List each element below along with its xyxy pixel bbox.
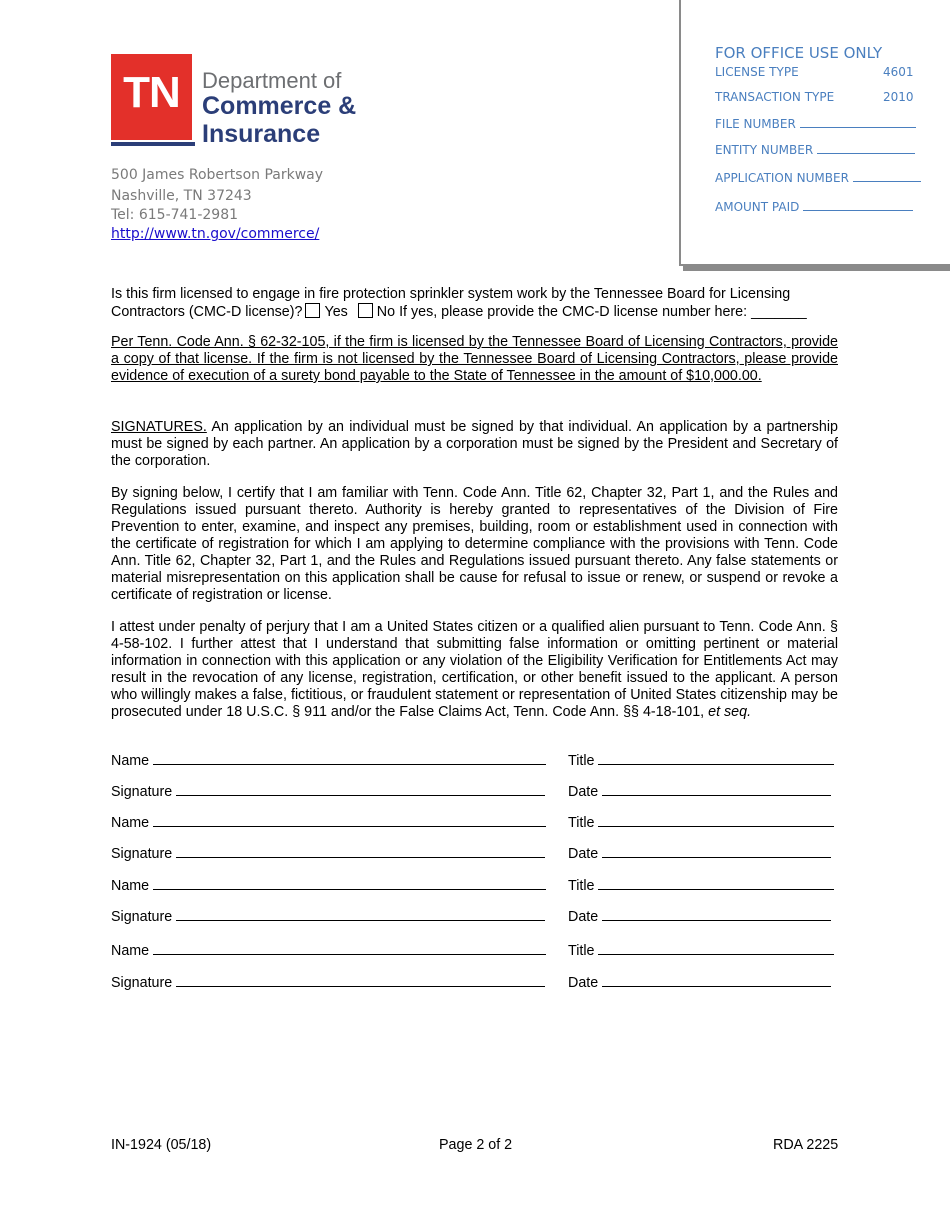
title-row-2 [568, 812, 834, 831]
signature-label: Signature [111, 909, 173, 925]
name-row-4 [111, 940, 546, 959]
signature-row-3 [111, 906, 545, 925]
name-row-2 [111, 812, 546, 831]
amount-paid-row [715, 198, 913, 214]
date-field-2[interactable] [602, 843, 831, 858]
attestation-paragraph [111, 619, 838, 721]
commerce-website-link[interactable]: http://www.tn.gov/commerce/ [111, 226, 320, 242]
signature-label: Signature [111, 784, 173, 800]
date-label: Date [568, 784, 599, 800]
date-row-4 [568, 972, 831, 991]
tn-logo-box [111, 54, 192, 140]
logo-dept-line: Department of [202, 68, 342, 93]
transaction-type-label: TRANSACTION TYPE [715, 90, 835, 104]
date-field-4[interactable] [602, 972, 831, 987]
entity-number-field[interactable] [817, 141, 915, 154]
office-use-box [679, 0, 950, 266]
tn-logo-text: TN [123, 68, 180, 117]
yes-checkbox[interactable] [305, 303, 320, 318]
signature-row-4 [111, 972, 545, 991]
title-label: Title [568, 815, 595, 831]
signatures-body: An application by an individual must be signed by that individual. An application by a partnership must be signed by each partner. An application by a corporation must be signed by the President and Secretary of the corporation. [111, 419, 838, 469]
title-row-3 [568, 875, 834, 894]
transaction-type-value: 2010 [883, 90, 914, 104]
application-number-label: APPLICATION NUMBER [715, 171, 849, 185]
date-label: Date [568, 846, 599, 862]
page-number: Page 2 of 2 [439, 1137, 513, 1153]
cmc-d-question [111, 286, 838, 321]
application-number-row [715, 169, 921, 185]
application-number-field[interactable] [853, 169, 921, 182]
date-field-3[interactable] [602, 906, 831, 921]
date-field-1[interactable] [602, 781, 831, 796]
attestation-et-seq: et seq. [708, 704, 752, 720]
name-field-4[interactable] [153, 940, 546, 955]
license-type-label: LICENSE TYPE [715, 65, 799, 79]
title-label: Title [568, 943, 595, 959]
name-row-1 [111, 750, 546, 769]
question-line2: Contractors (CMC-D license)? [111, 304, 303, 320]
file-number-field[interactable] [800, 115, 916, 128]
logo-insurance-line: Insurance [202, 120, 321, 148]
address-city: Nashville, TN 37243 [111, 188, 252, 204]
name-label: Name [111, 815, 150, 831]
license-number-prompt: If yes, please provide the CMC-D license number here: _______ [399, 304, 807, 320]
attestation-body: I attest under penalty of perjury that I am a United States citizen or a qualified alien pursuant to Tenn. Code Ann. § 4-58-102. I further attest that I understand that submitting false information or omitting pertinent or material information in connection with this application or any violation of the Eligibility Verification for Entitlements Act may result in the revocation of any license, registration, certification, or other benefit issued to the applicant. A person who willingly makes a false, fictitious, or fraudulent statement or representation of United States citizenship may be prosecuted under 18 U.S.C. § 911 and/or the False Claims Act, Tenn. Code Ann. §§ 4-18-101, [111, 619, 838, 720]
amount-paid-label: AMOUNT PAID [715, 200, 800, 214]
question-line1: Is this firm licensed to engage in fire protection sprinkler system work by the Tennessee Board for Licensing [111, 286, 791, 302]
signature-row-1 [111, 781, 545, 800]
signature-field-3[interactable] [176, 906, 545, 921]
name-field-3[interactable] [153, 875, 546, 890]
signature-field-4[interactable] [176, 972, 545, 987]
title-label: Title [568, 878, 595, 894]
name-field-1[interactable] [153, 750, 546, 765]
date-label: Date [568, 975, 599, 991]
address-street: 500 James Robertson Parkway [111, 167, 324, 183]
title-field-1[interactable] [598, 750, 834, 765]
address-tel: Tel: 615-741-2981 [111, 207, 239, 223]
signature-field-1[interactable] [176, 781, 545, 796]
logo-commerce-line: Commerce & [202, 92, 357, 120]
surety-bond-paragraph: Per Tenn. Code Ann. § 62-32-105, if the firm is licensed by the Tennessee Board of Licensing Contractors, provide a copy of that license. If the firm is not licensed by the Tennessee Board of Licensing Contractors, please provide evidence of execution of a surety bond payable to the State of Tennessee in the amount of $10,000.00. [111, 334, 838, 384]
signatures-paragraph [111, 419, 838, 470]
title-row-1 [568, 750, 834, 769]
name-field-2[interactable] [153, 812, 546, 827]
yes-label: Yes [324, 304, 348, 320]
amount-paid-field[interactable] [803, 198, 913, 211]
name-label: Name [111, 943, 150, 959]
date-row-3 [568, 906, 831, 925]
date-row-1 [568, 781, 831, 800]
name-label: Name [111, 878, 150, 894]
license-type-value: 4601 [883, 65, 914, 79]
file-number-label: FILE NUMBER [715, 117, 796, 131]
title-field-2[interactable] [598, 812, 834, 827]
file-number-row [715, 115, 916, 131]
logo-underline [111, 142, 195, 146]
title-field-3[interactable] [598, 875, 834, 890]
date-label: Date [568, 909, 599, 925]
entity-number-row [715, 141, 915, 157]
entity-number-label: ENTITY NUMBER [715, 143, 814, 157]
title-row-4 [568, 940, 834, 959]
office-use-title: FOR OFFICE USE ONLY [715, 44, 883, 62]
name-label: Name [111, 753, 150, 769]
certification-paragraph: By signing below, I certify that I am familiar with Tenn. Code Ann. Title 62, Chapter 32, Part 1, and the Rules and Regulations issued pursuant thereto. Authority is hereby granted to representatives of the Division of Fire Prevention to enter, examine, and inspect any premises, building, room or establishment used in connection with the certificate of registration for which I am applying to determine compliance with the provisions with Tenn. Code Ann. Title 62, Chapter 32, Part 1, and the Rules and Regulations issued pursuant thereto. Any false statements or material misrepresentation on this application shall be cause for refusal to issue or renew, or suspend or revoke a certificate of registration or license. [111, 485, 838, 603]
rda-number: RDA 2225 [773, 1137, 839, 1153]
signatures-heading: SIGNATURES. [111, 419, 207, 435]
signature-field-2[interactable] [176, 843, 545, 858]
department-logo [111, 54, 371, 149]
title-label: Title [568, 753, 595, 769]
name-row-3 [111, 875, 546, 894]
signature-label: Signature [111, 975, 173, 991]
signature-row-2 [111, 843, 545, 862]
form-id: IN-1924 (05/18) [111, 1137, 212, 1153]
title-field-4[interactable] [598, 940, 834, 955]
signature-label: Signature [111, 846, 173, 862]
no-label: No [376, 304, 396, 320]
no-checkbox[interactable] [358, 303, 373, 318]
date-row-2 [568, 843, 831, 862]
